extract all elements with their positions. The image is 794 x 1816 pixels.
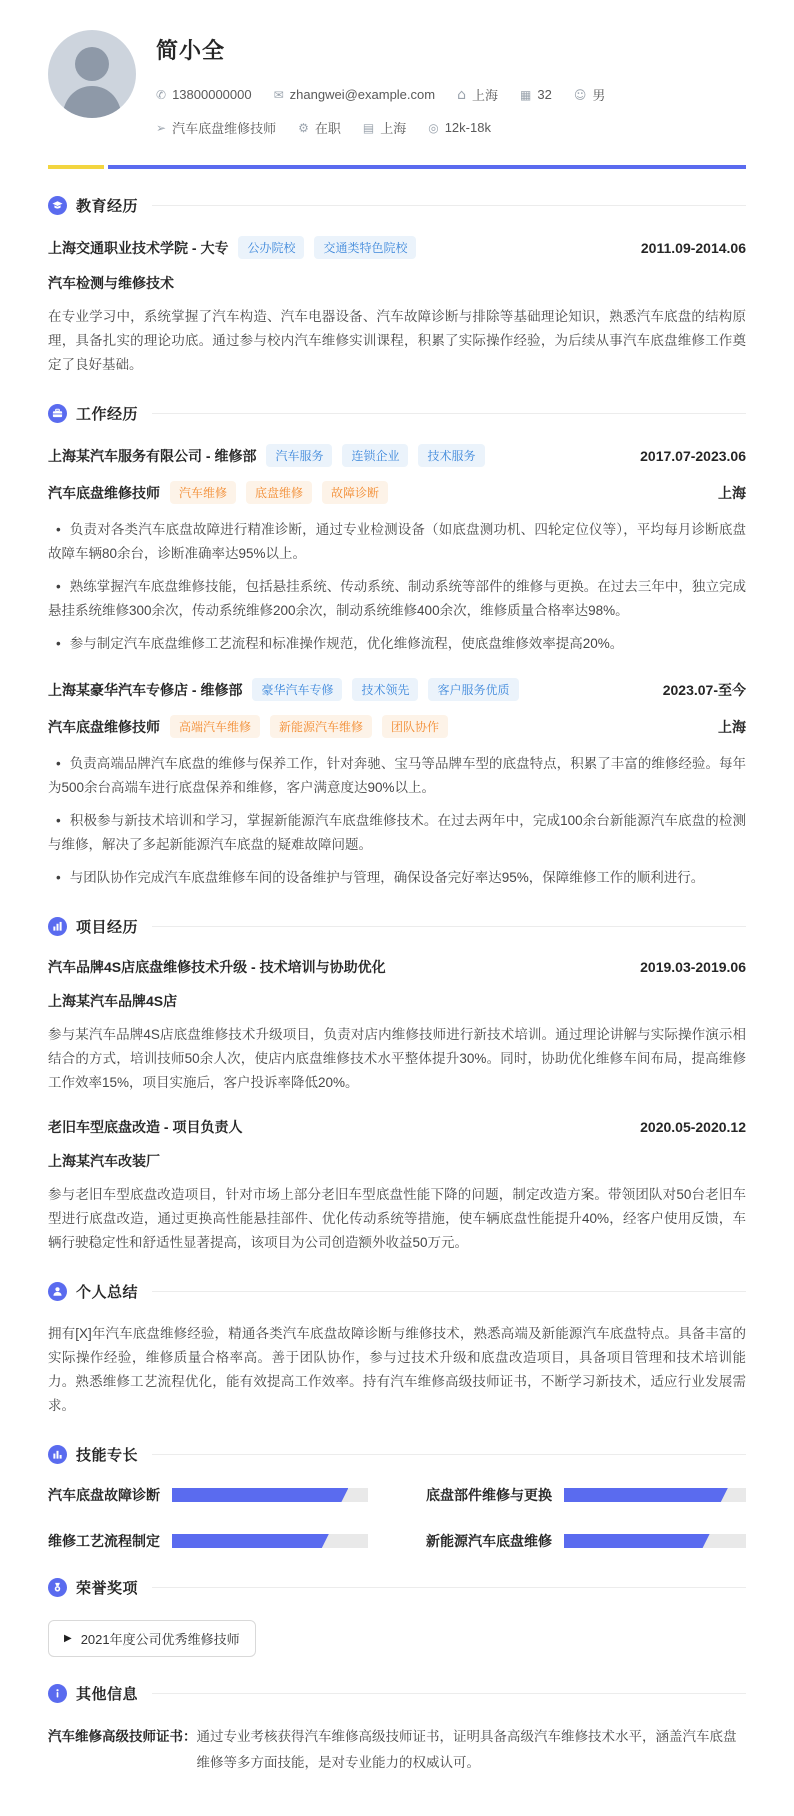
work-bullet: • 参与制定汽车底盘维修工艺流程和标准操作规范，优化维修流程，使底盘维修效率提高20%。 (48, 632, 746, 656)
company-tag: 连锁企业 (342, 444, 408, 467)
project-org-row (48, 1151, 746, 1171)
company-tag: 技术服务 (418, 444, 484, 467)
summary-section-header (48, 1281, 746, 1302)
school-tag: 交通类特色院校 (314, 236, 416, 259)
certificate-text: 通过专业考核获得汽车维修高级技师证书，证明具备高级汽车维修技术水平，涵盖汽车底盘维修等多方面技能，是对专业能力的权威认可。 (196, 1729, 737, 1770)
skill-bar-fill (172, 1534, 329, 1548)
avatar (48, 30, 136, 118)
work-entry (48, 678, 746, 890)
project-entry (48, 1117, 746, 1255)
project-head-row (48, 957, 746, 977)
phone-icon (156, 88, 166, 102)
skill-row (426, 1531, 746, 1551)
work-bullet: • 与团队协作完成汽车底盘维修车间的设备维护与管理，确保设备完好率达95%，保障维修工作的顺利进行。 (48, 866, 746, 890)
gender-icon (574, 88, 587, 102)
section-rule (152, 1454, 746, 1455)
section-projects (48, 916, 746, 1255)
position-title: 汽车底盘维修技师 (48, 718, 160, 735)
company-tag: 豪华汽车专修 (252, 678, 342, 701)
email-value: zhangwei@example.com (289, 87, 436, 102)
job-status-value: 在职 (314, 121, 341, 136)
info-icon (48, 1684, 67, 1703)
work-bullet: • 积极参与新技术培训和学习，掌握新能源汽车底盘维修技术。在过去两年中，完成100余台新能源汽车底盘的检测与维修，解决了多起新能源汽车底盘的疑难故障问题。 (48, 809, 746, 857)
position-item (156, 118, 276, 137)
date-range: 2020.05-2020.12 (640, 1119, 746, 1135)
salary-icon (428, 121, 438, 135)
section-rule (152, 926, 746, 927)
project-org: 上海某汽车品牌4S店 (48, 993, 178, 1009)
school-name: 上海交通职业技术学院 - 大专 (48, 239, 229, 256)
position-tag: 故障诊断 (322, 481, 388, 504)
mail-icon (274, 88, 284, 102)
phone-value: 13800000000 (172, 87, 252, 102)
divider-yellow-segment (48, 165, 104, 169)
position-value: 汽车底盘维修技师 (172, 121, 277, 136)
position-row (48, 481, 746, 504)
position-title: 汽车底盘维修技师 (48, 484, 160, 501)
header-divider (48, 165, 746, 169)
company-name: 上海某汽车服务有限公司 - 维修部 (48, 447, 257, 464)
briefcase-icon (48, 404, 67, 423)
projects-section-header (48, 916, 746, 937)
position-tag: 汽车维修 (170, 481, 236, 504)
company-tag: 技术领先 (352, 678, 418, 701)
honor-item[interactable] (48, 1620, 256, 1657)
salary-value: 12k-18k (444, 120, 491, 135)
city-value: 上海 (380, 121, 407, 136)
section-rule (152, 413, 746, 414)
skill-label: 维修工艺流程制定 (48, 1533, 160, 1549)
position-tag: 底盘维修 (246, 481, 312, 504)
company-name: 上海某豪华汽车专修店 - 维修部 (48, 681, 243, 698)
section-work (48, 403, 746, 890)
work-bullet: • 负责对各类汽车底盘故障进行精准诊断，通过专业检测设备（如底盘测功机、四轮定位仪等），平均每月诊断底盘故障车辆80余台，诊断准确率达95%以上。 (48, 518, 746, 566)
skills-section-header (48, 1444, 746, 1465)
location-value: 上海 (471, 88, 498, 103)
position-row (48, 715, 746, 738)
other-section-header (48, 1683, 746, 1704)
project-name: 汽车品牌4S店底盘维修技术升级 - 技术培训与协助优化 (48, 959, 386, 975)
school-tag: 公办院校 (238, 236, 304, 259)
date-range: 2011.09-2014.06 (640, 239, 746, 256)
work-location: 上海 (718, 718, 746, 735)
skill-label: 底盘部件维修与更换 (426, 1487, 552, 1503)
section-skills (48, 1444, 746, 1551)
job-status-item (298, 118, 341, 137)
city-icon (363, 121, 374, 135)
work-bullet: • 负责高端品牌汽车底盘的维修与保养工作，针对奔驰、宝马等品牌车型的底盘特点，积累了丰富的维修经验。每年为500余台高端车进行底盘保养和维修，客户满意度达90%以上。 (48, 752, 746, 800)
section-education (48, 195, 746, 377)
project-org: 上海某汽车改装厂 (48, 1153, 160, 1169)
date-range: 2019.03-2019.06 (640, 959, 746, 975)
section-rule (152, 205, 746, 206)
medal-icon (48, 1578, 67, 1597)
position-tag: 团队协作 (382, 715, 448, 738)
skill-row (48, 1485, 368, 1505)
skill-label: 新能源汽车底盘维修 (426, 1533, 552, 1549)
project-description: 参与某汽车品牌4S店底盘维修技术升级项目，负责对店内维修技师进行新技术培训。通过理论讲解与实际操作演示相结合的方式，培训技师50余人次，使店内底盘维修技术水平整体提升30%。同时，协助优化维修车间布局，提高维修工作效率15%，项目实施后，客户投诉率降低20%。 (48, 1027, 746, 1090)
education-section-header (48, 195, 746, 216)
work-bullet: • 熟练掌握汽车底盘维修技能，包括悬挂系统、传动系统、制动系统等部件的维修与更换。在过去三年中，独立完成悬挂系统维修300余次，传动系统维修200余次，制动系统维修400余次，维修质量合格率达98%。 (48, 575, 746, 623)
section-rule (152, 1693, 746, 1694)
section-title: 教育经历 (76, 198, 139, 215)
summary-text: 拥有[X]年汽车底盘维修经验，精通各类汽车底盘故障诊断与维修技术，熟悉高端及新能源汽车底盘特点。具备丰富的实际操作经验，维修质量合格率高。善于团队协作，参与过技术升级和底盘改造项目，具备项目管理和技术培训能力。熟悉维修工艺流程优化，能有效提高工作效率。持有汽车维修高级技师证书，不断学习新技术，适应行业发展需求。 (48, 1326, 746, 1413)
section-title: 个人总结 (76, 1284, 139, 1301)
company-row (48, 678, 746, 701)
section-title: 工作经历 (76, 406, 139, 423)
honor-label: 2021年度公司优秀维修技师 (80, 1632, 240, 1647)
bar-chart-icon (48, 917, 67, 936)
skill-bar-fill (564, 1534, 710, 1548)
section-title: 项目经历 (76, 919, 139, 936)
certificate-label: 汽车维修高级技师证书： (48, 1729, 197, 1744)
section-title: 其他信息 (76, 1686, 139, 1703)
profile-header (48, 30, 746, 137)
email-item (274, 87, 436, 102)
section-honors (48, 1577, 746, 1657)
project-description: 参与老旧车型底盘改造项目，针对市场上部分老旧车型底盘性能下降的问题，制定改造方案。带领团队对50台老旧车型进行底盘改造，通过更换高性能悬挂部件、优化传动系统等措施，使车辆底盘性能提升40%，经客户使用反馈，车辆行驶稳定性和舒适性显著提高，该项目为公司创造额外收益50万元。 (48, 1187, 746, 1250)
position-tag: 高端汽车维修 (170, 715, 260, 738)
project-head-row (48, 1117, 746, 1137)
age-value: 32 (537, 87, 552, 102)
section-title: 荣誉奖项 (76, 1580, 139, 1597)
section-rule (152, 1291, 746, 1292)
section-rule (152, 1587, 746, 1588)
project-name: 老旧车型底盘改造 - 项目负责人 (48, 1119, 243, 1135)
skills-grid (48, 1485, 746, 1551)
major-row (48, 273, 746, 293)
gender-value: 男 (592, 88, 606, 103)
skill-bar-track (564, 1534, 746, 1548)
gender-item (574, 85, 606, 104)
divider-blue-segment (108, 165, 746, 169)
honors-section-header (48, 1577, 746, 1598)
work-section-header (48, 403, 746, 424)
city-item (363, 118, 406, 137)
gear-icon (298, 121, 309, 135)
section-other (48, 1683, 746, 1776)
phone-item (156, 87, 252, 102)
major-name: 汽车检测与维修技术 (48, 275, 174, 291)
skill-row (426, 1485, 746, 1505)
candidate-name: 简小全 (156, 38, 226, 63)
position-tag: 新能源汽车维修 (270, 715, 372, 738)
company-tag: 客户服务优质 (428, 678, 518, 701)
profile-info (156, 30, 627, 137)
salary-item (428, 120, 491, 135)
age-icon (520, 88, 531, 102)
person-icon (48, 1282, 67, 1301)
education-head-row (48, 236, 746, 259)
work-location: 上海 (718, 484, 746, 501)
project-entry (48, 957, 746, 1095)
education-entry (48, 236, 746, 377)
skill-label: 汽车底盘故障诊断 (48, 1487, 160, 1503)
date-range: 2017.07-2023.06 (640, 447, 746, 464)
play-triangle-icon (64, 1633, 72, 1644)
section-summary (48, 1281, 746, 1418)
contact-row-2 (156, 118, 627, 137)
skill-chart-icon (48, 1445, 67, 1464)
project-org-row (48, 991, 746, 1011)
skill-bar-track (172, 1534, 368, 1548)
skill-row (48, 1531, 368, 1551)
work-entry (48, 444, 746, 656)
certificate-row (48, 1724, 746, 1776)
education-description: 在专业学习中，系统掌握了汽车构造、汽车电器设备、汽车故障诊断与排除等基础理论知识，熟悉汽车底盘的结构原理，具备扎实的理论功底。通过参与校内汽车维修实训课程，积累了实际操作经验，为后续从事汽车底盘维修工作奠定了良好基础。 (48, 309, 746, 372)
person-silhouette-icon (48, 30, 136, 118)
contact-row-1 (156, 85, 627, 104)
location-item (457, 85, 498, 104)
location-icon (457, 87, 466, 103)
age-item (520, 87, 552, 102)
position-icon (156, 121, 166, 135)
company-tag: 汽车服务 (266, 444, 332, 467)
section-title: 技能专长 (76, 1447, 139, 1464)
graduation-cap-icon (48, 196, 67, 215)
company-row (48, 444, 746, 467)
date-range: 2023.07-至今 (662, 681, 746, 698)
